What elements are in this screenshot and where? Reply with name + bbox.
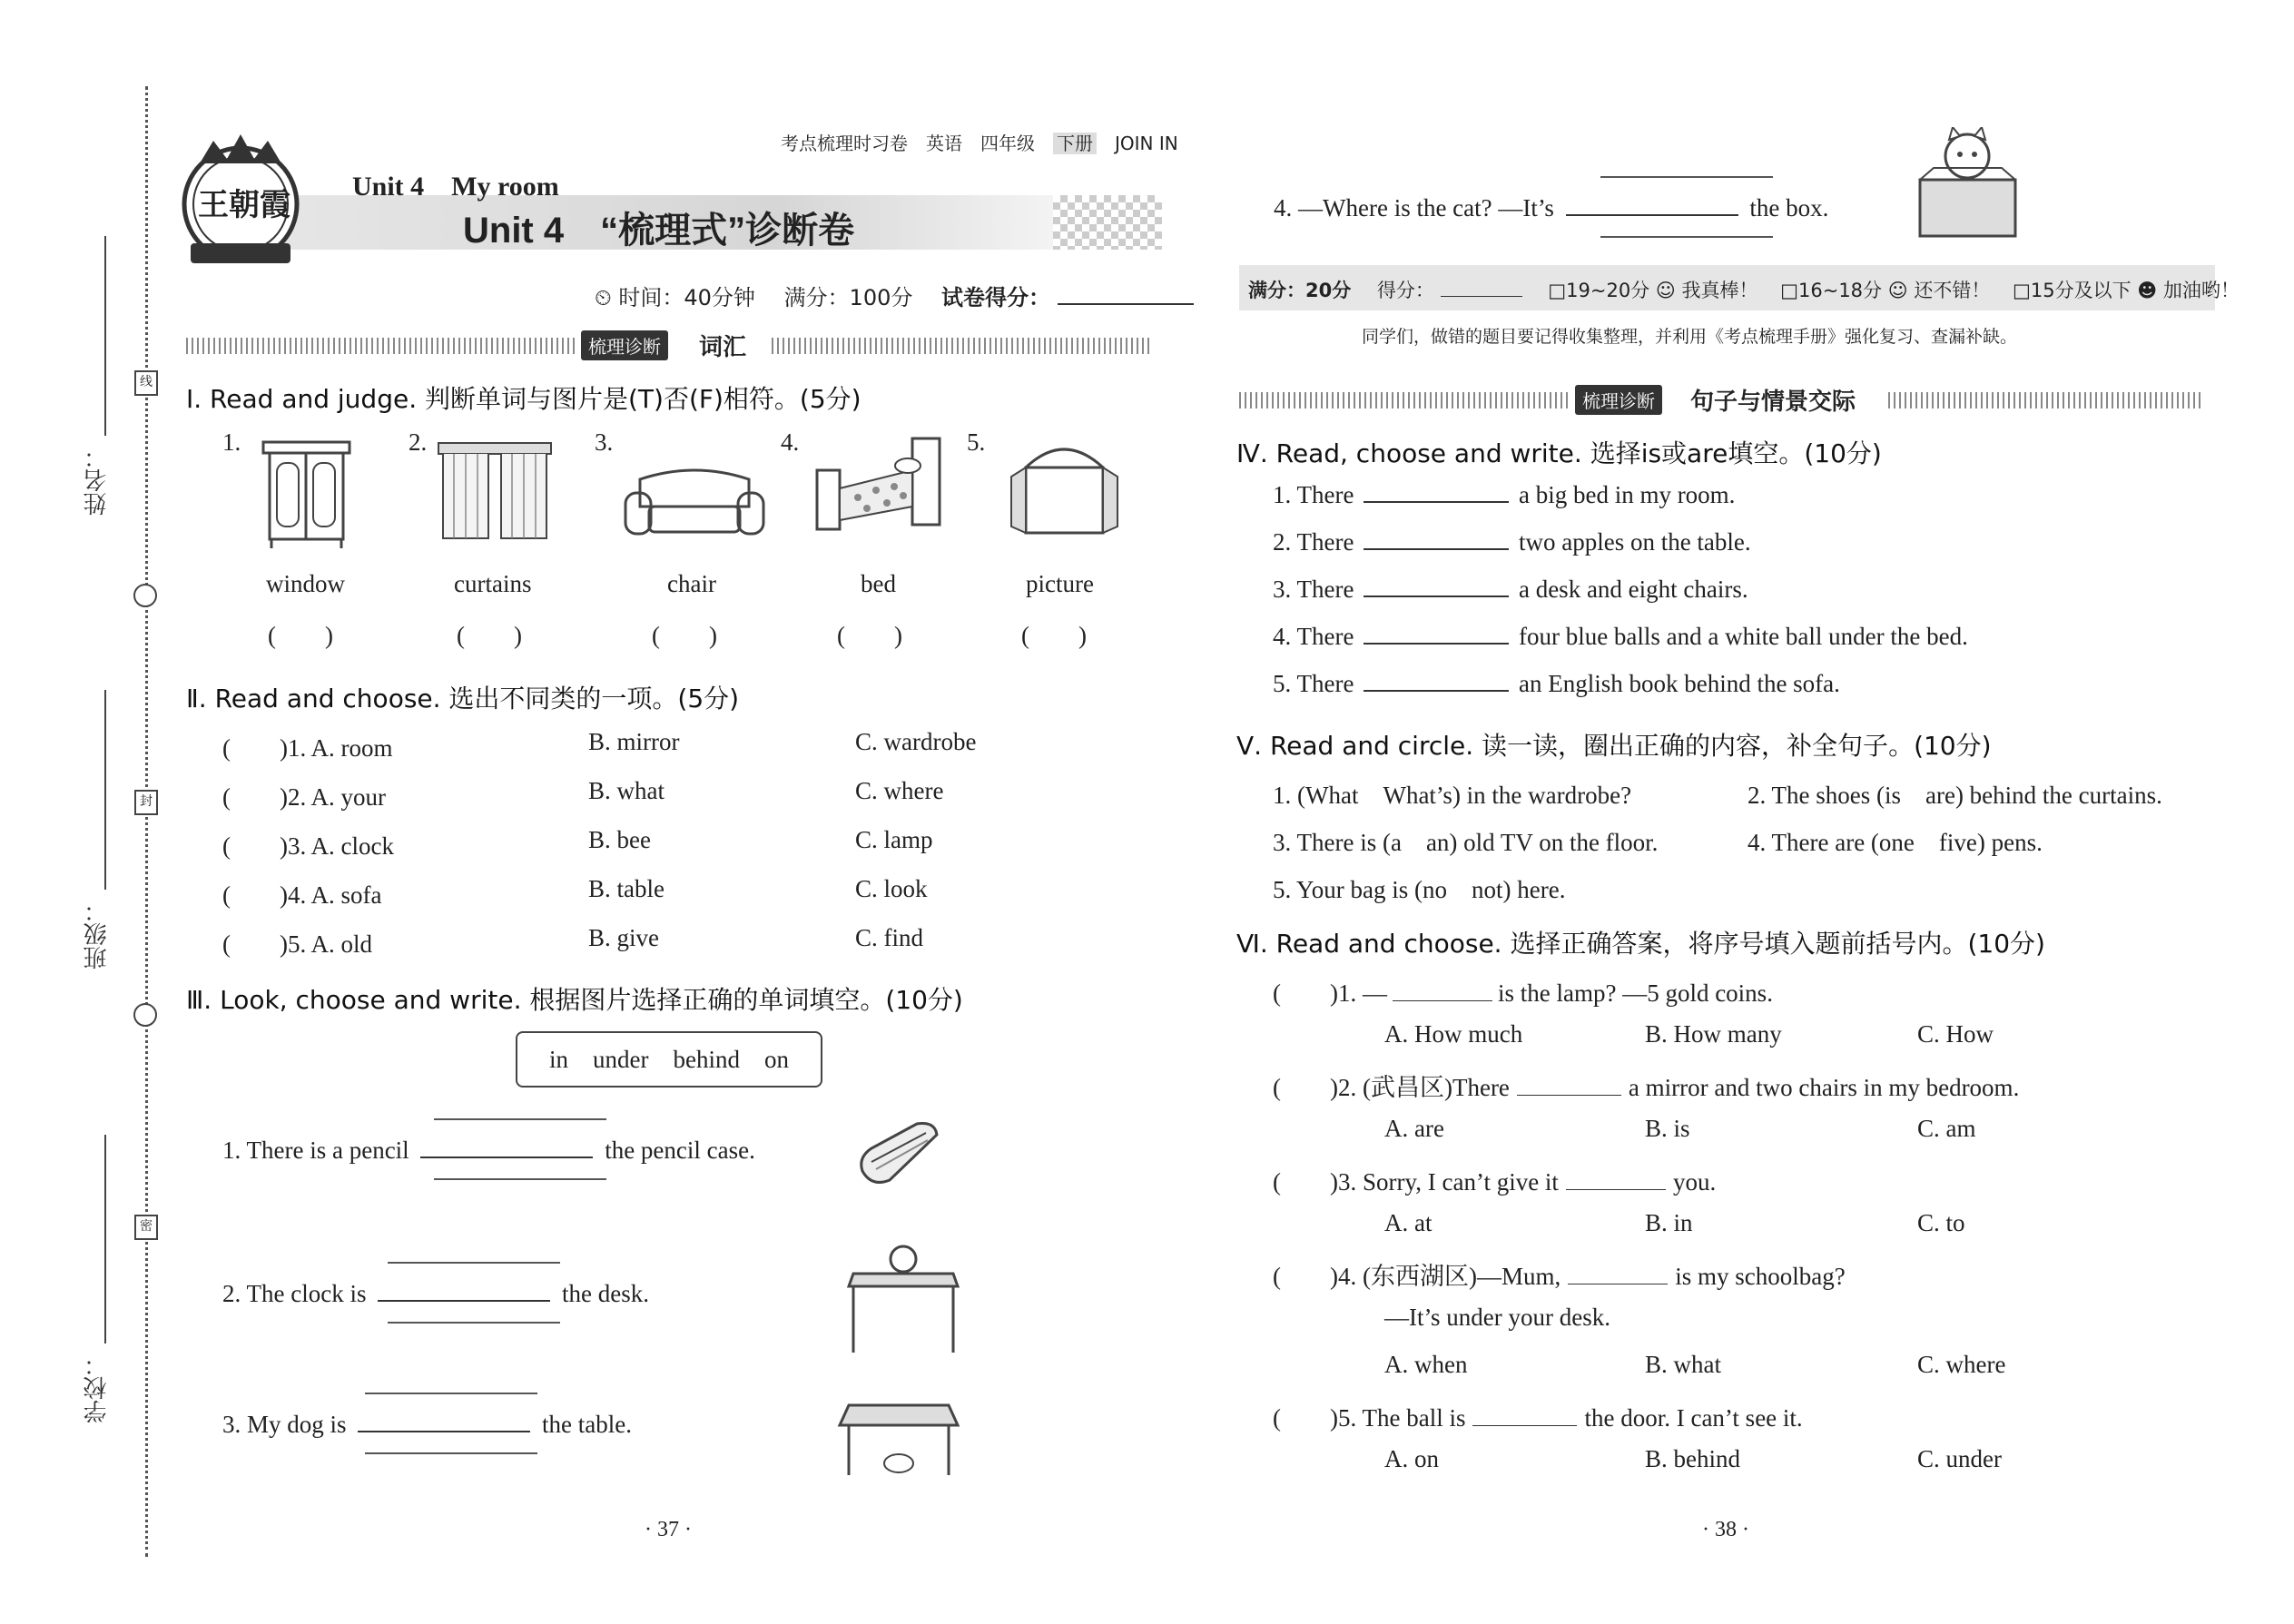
writing-guide	[1600, 176, 1773, 178]
q6-opt-a: A. How much	[1384, 1020, 1523, 1048]
exam-score-label: 试卷得分：	[941, 285, 1051, 310]
name-label: 姓名：	[84, 445, 111, 516]
clock-icon: ⏲	[595, 285, 612, 310]
wardrobe-illustration	[259, 438, 354, 551]
page-number-left: · 37 ·	[645, 1518, 692, 1541]
q2-row-a[interactable]: ( )5. A. old	[222, 930, 372, 958]
vocab-title: 词汇	[699, 334, 747, 361]
writing-guide	[388, 1262, 560, 1264]
exam-info	[595, 280, 1194, 311]
q6-blank	[1517, 1095, 1621, 1096]
q5-item-1[interactable]: 1. (What What’s) in the wardrobe?	[1273, 782, 1632, 809]
q3-item-post: the pencil case.	[605, 1137, 755, 1164]
q4-blank[interactable]	[1364, 501, 1509, 503]
section-rule	[772, 338, 1153, 354]
q6-paren[interactable]: ( )3.	[1273, 1168, 1363, 1196]
strip-txt3: 加油哟！	[2162, 280, 2240, 301]
q3-item	[222, 1280, 649, 1308]
q6-opt-b: B. what	[1645, 1351, 1721, 1378]
q4-post: a desk and eight chairs.	[1518, 576, 1748, 603]
bed-illustration	[812, 434, 949, 534]
q5-item-2[interactable]: 2. The shoes (is are) behind the curtains.	[1748, 782, 2162, 809]
brand-name: 王朝霞	[198, 187, 290, 223]
q4-pre: 2. There	[1273, 528, 1354, 556]
q6-opt-b: B. How many	[1645, 1020, 1782, 1048]
page-number-right: · 38 ·	[1702, 1518, 1749, 1541]
q3-item	[222, 1411, 632, 1439]
q6-paren[interactable]: ( )4.	[1273, 1263, 1363, 1290]
q3-item-post: the table.	[542, 1411, 632, 1438]
q6-opt-c: C. How	[1917, 1020, 1994, 1048]
q4-pre: 3. There	[1273, 576, 1354, 603]
q6-paren[interactable]: ( )5.	[1273, 1404, 1363, 1432]
q3-answer-blank[interactable]	[358, 1431, 530, 1432]
q6-blank	[1472, 1425, 1577, 1426]
q6-opt-a: A. when	[1384, 1351, 1468, 1378]
binding-mark-mi: 密	[134, 1215, 158, 1240]
q2-row-b: B. mirror	[588, 728, 680, 755]
q1-word: chair	[667, 570, 716, 597]
q6-heading: Ⅵ. Read and choose. 选择正确答案，将序号填入题前括号内。(10分)	[1236, 929, 2045, 959]
clock-on-desk-illustration	[844, 1239, 962, 1357]
q2-row-b: B. what	[588, 777, 665, 804]
strip-opt2[interactable]: □16~18分	[1780, 280, 1883, 301]
q5-item-3[interactable]: 3. There is (a an) old TV on the floor.	[1273, 829, 1659, 856]
q2-row-b: B. bee	[588, 826, 651, 853]
q4-pre: 4. There	[1273, 623, 1354, 650]
q2-row-a[interactable]: ( )3. A. clock	[222, 832, 394, 860]
q6-opt-c: C. where	[1917, 1351, 2006, 1378]
section-rule	[186, 338, 576, 354]
q3-item-post: the box.	[1749, 194, 1829, 221]
strip-txt1: 我真棒！	[1681, 280, 1758, 301]
subject-tag: 英语	[926, 133, 962, 154]
q4-item	[1273, 576, 1748, 604]
series-tags	[781, 129, 1178, 155]
binding-mark-feng: 封	[134, 790, 158, 815]
q1-paren[interactable]: ( )	[837, 622, 902, 649]
writing-guide	[1600, 236, 1773, 238]
q5-heading: Ⅴ. Read and circle. 读一读，圈出正确的内容，补全句子。(10分)	[1236, 731, 1992, 761]
q6-opt-b: B. in	[1645, 1209, 1693, 1236]
q6-question	[1273, 1068, 2019, 1103]
q6-opt-a: A. at	[1384, 1209, 1433, 1236]
q3-item	[222, 1137, 755, 1165]
q4-post: two apples on the table.	[1518, 528, 1751, 556]
q4-pre: 1. There	[1273, 481, 1354, 508]
q2-row-c: C. find	[855, 924, 924, 951]
strip-full-score: 满分：20分	[1248, 280, 1352, 301]
q6-pre: (武昌区)There	[1362, 1074, 1510, 1101]
exam-full-score: 满分：100分	[783, 285, 913, 310]
pencil-case-illustration	[853, 1117, 944, 1189]
q1-num: 4.	[781, 428, 800, 456]
q6-opt-c: C. under	[1917, 1445, 2002, 1472]
q1-num: 5.	[967, 428, 986, 456]
q4-blank[interactable]	[1364, 690, 1509, 692]
curtains-illustration	[436, 440, 554, 545]
score-strip-content	[1248, 276, 2240, 303]
writing-guide	[434, 1118, 606, 1120]
q3-answer-blank[interactable]	[1566, 214, 1738, 216]
q4-item	[1273, 528, 1751, 556]
writing-guide	[365, 1393, 537, 1394]
q4-item	[1273, 623, 1968, 651]
volume-tag: 下册	[1053, 133, 1097, 154]
q3-item-post: the desk.	[561, 1280, 649, 1307]
strip-opt3[interactable]: □15分及以下	[2013, 280, 2132, 301]
strip-score-field[interactable]	[1441, 296, 1522, 297]
sentence-title: 句子与情景交际	[1690, 389, 1856, 416]
q3-item-pre: 1. There is a pencil	[222, 1137, 409, 1164]
school-label: 学校：	[84, 1353, 111, 1423]
q4-item	[1273, 481, 1735, 509]
q6-opt-b: B. behind	[1645, 1445, 1740, 1472]
q6-opt-c: C. am	[1917, 1115, 1976, 1142]
q4-blank[interactable]	[1364, 643, 1509, 645]
binding-mark-xian: 线	[134, 370, 158, 396]
q1-paren[interactable]: ( )	[652, 622, 717, 649]
strip-opt1[interactable]: □19~20分	[1548, 280, 1650, 301]
q6-question	[1273, 1256, 1846, 1292]
q2-row-b: B. give	[588, 924, 659, 951]
q1-num: 3.	[595, 428, 614, 456]
q6-extra-line: —It’s under your desk.	[1384, 1304, 1610, 1331]
writing-guide	[434, 1178, 606, 1180]
q6-opt-b: B. is	[1645, 1115, 1690, 1142]
q4-blank[interactable]	[1364, 595, 1509, 597]
binding-circle	[133, 1003, 157, 1027]
q6-blank	[1566, 1189, 1666, 1190]
cheer-face-icon: ☻	[2137, 280, 2158, 301]
q6-blank	[1393, 1000, 1492, 1001]
q6-question	[1273, 1162, 1716, 1197]
q1-word: picture	[1026, 570, 1094, 597]
smile-face-icon: ☺	[1887, 280, 1908, 301]
q6-post: is my schoolbag?	[1675, 1263, 1846, 1290]
q6-pre: Sorry, I can’t give it	[1362, 1168, 1559, 1196]
q1-paren[interactable]: ( )	[1021, 622, 1087, 649]
q3-item-pre: 4. —Where is the cat? —It’s	[1274, 194, 1554, 221]
q4-heading: Ⅳ. Read, choose and write. 选择is或are填空。(10分)	[1236, 438, 1882, 468]
strip-txt2: 还不错！	[1914, 280, 1991, 301]
q4-post: four blue balls and a white ball under the bed.	[1518, 623, 1968, 650]
q3-heading: Ⅲ. Look, choose and write. 根据图片选择正确的单词填空。(10分)	[186, 985, 963, 1015]
q6-pre: (东西湖区)—Mum,	[1362, 1263, 1561, 1290]
q6-question	[1273, 973, 1773, 1009]
q3-item-pre: 2. The clock is	[222, 1280, 367, 1307]
q5-item-4[interactable]: 4. There are (one five) pens.	[1748, 829, 2043, 856]
q1-paren[interactable]: ( )	[268, 622, 333, 649]
q3-answer-blank[interactable]	[420, 1156, 593, 1158]
q4-post: an English book behind the sofa.	[1518, 670, 1840, 697]
exam-time: 时间：40分钟	[618, 285, 755, 310]
q3-answer-blank[interactable]	[378, 1300, 550, 1302]
q2-row-a[interactable]: ( )4. A. sofa	[222, 881, 382, 909]
name-field[interactable]	[104, 236, 106, 436]
q2-row-c: C. lamp	[855, 826, 933, 853]
exam-score-field[interactable]	[1058, 303, 1194, 305]
cat-in-box-illustration	[1911, 127, 2024, 241]
writing-guide	[388, 1322, 560, 1324]
binding-circle	[133, 584, 157, 607]
series-tag: 考点梳理时习卷	[781, 133, 908, 154]
q6-pre: The ball is	[1362, 1404, 1466, 1432]
q2-row-c: C. where	[855, 777, 944, 804]
section-rule	[1239, 392, 1570, 408]
q6-post: you.	[1672, 1168, 1717, 1196]
dog-under-table-illustration	[835, 1398, 962, 1480]
section-rule	[1888, 392, 2201, 408]
q6-post: is the lamp? —5 gold coins.	[1497, 979, 1773, 1007]
q4-item	[1273, 670, 1840, 698]
q6-post: a mirror and two chairs in my bedroom.	[1628, 1074, 2020, 1101]
page-title: Unit 4 “梳理式”诊断卷	[463, 211, 855, 251]
q1-paren[interactable]: ( )	[457, 622, 522, 649]
q4-post: a big bed in my room.	[1518, 481, 1736, 508]
q1-num: 1.	[222, 428, 241, 456]
q1-word: bed	[861, 570, 896, 597]
edition-tag: JOIN IN	[1115, 133, 1178, 154]
q3-item-pre: 3. My dog is	[222, 1411, 347, 1438]
q2-row-c: C. look	[855, 875, 928, 902]
q3-item	[1274, 194, 1828, 222]
q4-pre: 5. There	[1273, 670, 1354, 697]
q6-question	[1273, 1398, 1803, 1433]
q6-post: the door. I can’t see it.	[1584, 1404, 1803, 1432]
q5-item-5[interactable]: 5. Your bag is (no not) here.	[1273, 876, 1566, 903]
q1-word: window	[266, 570, 345, 597]
q6-paren[interactable]: ( )1. —	[1273, 979, 1387, 1007]
school-field[interactable]	[104, 1135, 106, 1343]
q2-row-c: C. wardrobe	[855, 728, 977, 755]
q2-heading: Ⅱ. Read and choose. 选出不同类的一项。(5分)	[186, 684, 740, 714]
q4-blank[interactable]	[1364, 548, 1509, 550]
star-face-icon: ☺	[1655, 280, 1676, 301]
vocab-badge: 梳理诊断	[581, 330, 668, 360]
class-label: 班级：	[84, 899, 111, 969]
strip-note: 同学们，做错的题目要记得收集整理，并利用《考点梳理手册》强化复习、查漏补缺。	[1362, 327, 2018, 347]
q1-heading: Ⅰ. Read and judge. 判断单词与图片是(T)否(F)相符。(5分)	[186, 384, 861, 414]
grade-tag: 四年级	[980, 133, 1035, 154]
class-field[interactable]	[104, 690, 106, 890]
writing-guide	[365, 1452, 537, 1454]
window-illustration	[1008, 436, 1121, 540]
unit-line: Unit 4 My room	[352, 172, 559, 202]
binding-dotted-line	[145, 86, 148, 1557]
q6-paren[interactable]: ( )2.	[1273, 1074, 1363, 1101]
q2-row-a[interactable]: ( )2. A. your	[222, 783, 386, 811]
q6-opt-a: A. on	[1384, 1445, 1439, 1472]
q2-row-a[interactable]: ( )1. A. room	[222, 734, 393, 762]
sofa-illustration	[622, 461, 767, 543]
q6-opt-a: A. are	[1384, 1115, 1444, 1142]
q2-row-b: B. table	[588, 875, 665, 902]
q1-num: 2.	[409, 428, 428, 456]
sentence-badge: 梳理诊断	[1575, 385, 1662, 415]
q1-word: curtains	[454, 570, 532, 597]
banner-checker	[1053, 195, 1162, 250]
strip-got-label: 得分：	[1376, 280, 1434, 301]
q6-opt-c: C. to	[1917, 1209, 1965, 1236]
q3-word-box: in under behind on	[516, 1031, 822, 1088]
